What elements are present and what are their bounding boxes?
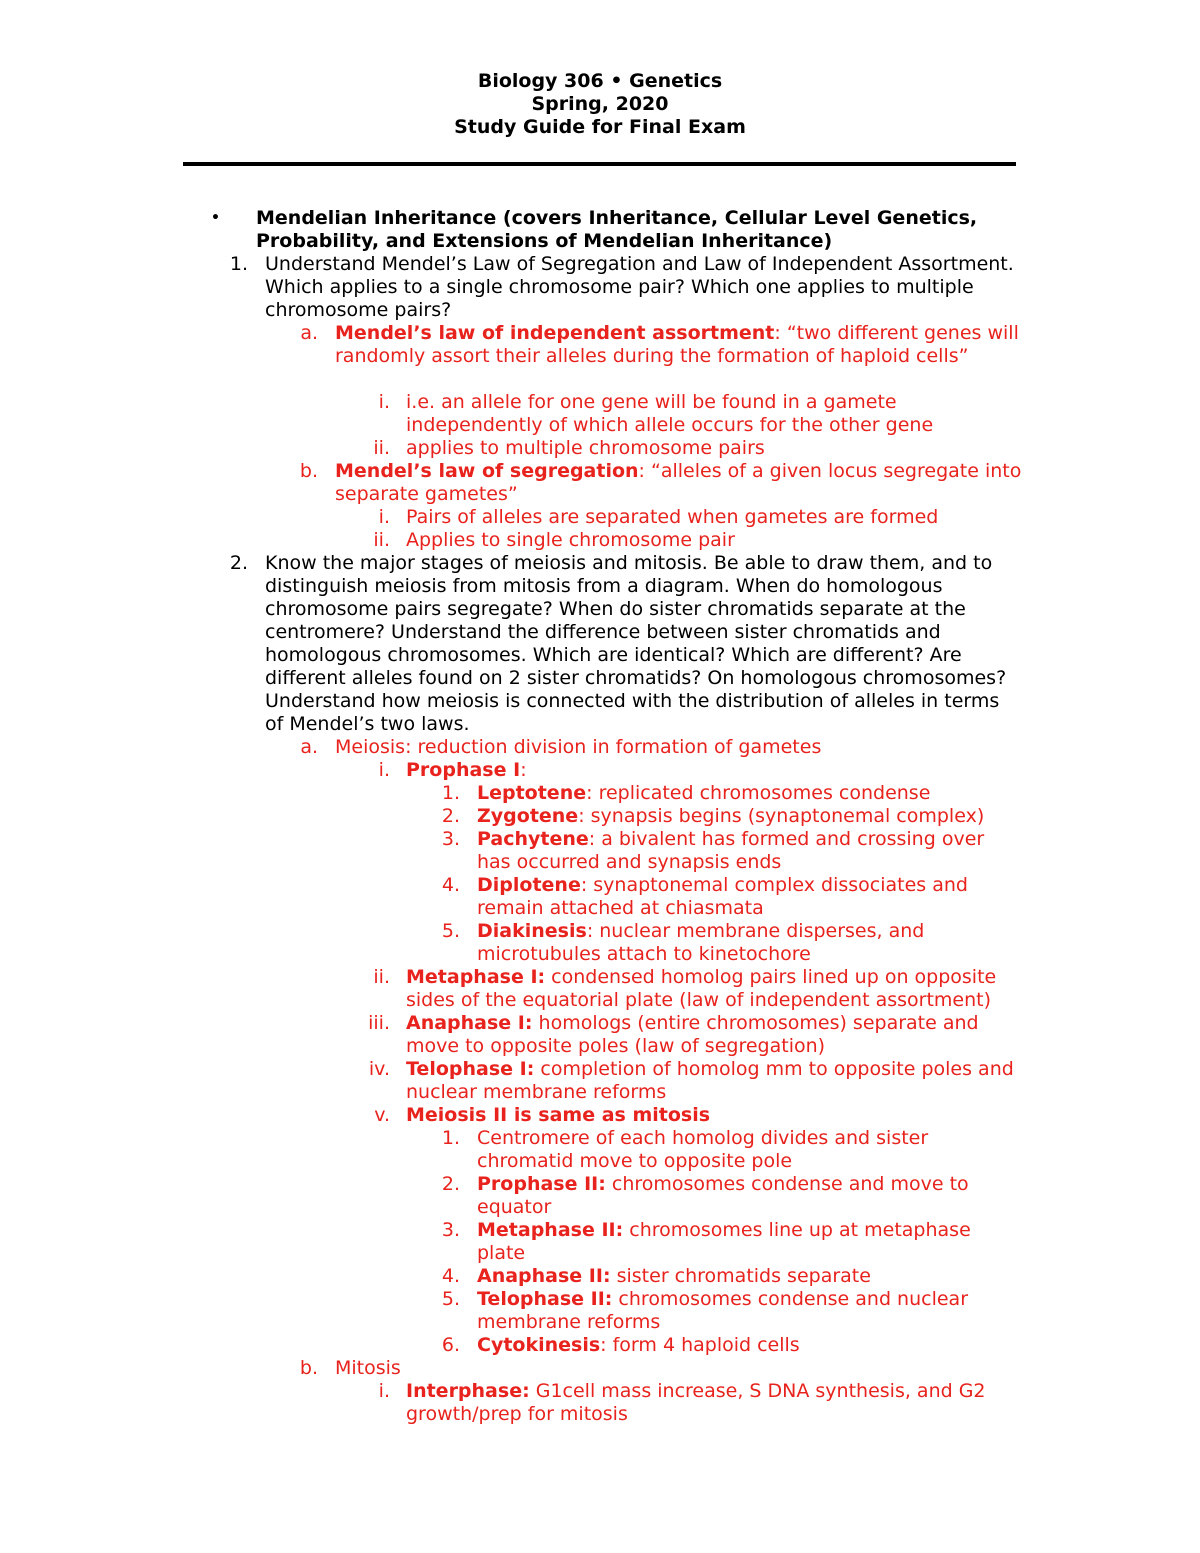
list-item-text [406,506,1022,529]
list-item-text [477,1173,1022,1219]
item-description: Centromere of each homolog divides and sister chromatid move to opposite pole [477,1127,929,1172]
item-description: Applies to single chromosome pair [406,529,735,551]
list-marker: 2. [229,552,248,574]
outline-item-level-3 [0,1104,1200,1127]
key-term: Mendel’s law of independent assortment [335,322,775,344]
outline-item-level-3 [0,506,1200,529]
list-marker: 5. [441,1288,460,1310]
list-marker: 5. [441,920,460,942]
list-item-text [406,437,1022,460]
item-description: : replicated chromosomes condense [586,782,931,804]
item-description: applies to multiple chromosome pairs [406,437,765,459]
outline-item-level-4 [0,1173,1200,1219]
outline-item-level-3 [0,1012,1200,1058]
list-item-text [406,1104,1022,1127]
item-description: chromosomes line up at metaphase plate [477,1219,971,1264]
key-term: Metaphase II: [477,1219,624,1241]
outline-item-level-4 [0,874,1200,920]
list-item-text [477,805,1022,828]
list-item-text [477,1288,1022,1334]
outline-item-level-4 [0,1219,1200,1265]
item-description: G1cell mass increase, S DNA synthesis, and G2 growth/prep for mitosis [406,1380,986,1425]
item-description: condensed homolog pairs lined up on opposite sides of the equatorial plate (law of independent assortment) [406,966,997,1011]
list-item-text [265,552,1022,736]
outline-item-level-4 [0,920,1200,966]
outline-list [0,207,1200,1426]
item-description: : “alleles of a given locus segregate into separate gametes” [335,460,1022,505]
list-item-text [406,1012,1022,1058]
item-description: : form 4 haploid cells [600,1334,800,1356]
list-item-text [477,874,1022,920]
list-marker: 3. [441,1219,460,1241]
list-item-text [477,1265,1022,1288]
list-item-text [256,207,1022,253]
outline-item-level-3 [0,966,1200,1012]
key-term: Zygotene [477,805,579,827]
key-term: Mendel’s law of segregation [335,460,639,482]
list-item-text [335,1357,1022,1380]
item-description: Pairs of alleles are separated when gametes are formed [406,506,939,528]
outline-item-level-3 [0,437,1200,460]
guide-title: Study Guide for Final Exam [454,116,746,138]
item-description: : nuclear membrane disperses, and microtubules attach to kinetochore [477,920,925,965]
outline-item-level-4 [0,1288,1200,1334]
key-term: Prophase I [406,759,521,781]
key-term: Telophase II: [477,1288,613,1310]
list-marker: • [211,210,220,226]
item-description: Know the major stages of meiosis and mitosis. Be able to draw them, and to distinguish meiosis from mitosis from a diagram. When do homologous chromosome pairs segregate? When do sister chromatids separate at the centromere? Understand the difference between sister chromatids and homologous chromosomes. Which are identical? Which are different? Are different alleles found on 2 sister chromatids? On homologous chromosomes? Understand how meiosis is connected with the distribution of alleles in terms of Mendel’s two laws. [265,552,1007,735]
key-term: Prophase II: [477,1173,606,1195]
list-marker: 1. [441,782,460,804]
item-description: chromosomes condense and move to equator [477,1173,969,1218]
item-description: : “two different genes will randomly assort their alleles during the formation of haploid cells” [335,322,1019,367]
key-term: Anaphase II: [477,1265,611,1287]
list-item-text [477,1334,1022,1357]
key-term: Leptotene [477,782,587,804]
list-item-text [477,1219,1022,1265]
list-item-text [406,1380,1022,1426]
outline-item-level-3 [0,529,1200,552]
outline-item-level-3 [0,1058,1200,1104]
outline-item-level-2 [0,460,1200,506]
item-description: Mitosis [335,1357,401,1379]
outline-item-level-3 [0,1380,1200,1426]
list-marker: 1. [441,1127,460,1149]
list-marker: 2. [441,1173,460,1195]
list-marker: i. [378,506,390,528]
item-description: : a bivalent has formed and crossing over has occurred and synapsis ends [477,828,985,873]
list-item-text [477,828,1022,874]
outline-item-level-1 [0,253,1200,322]
item-description: : synaptonemal complex dissociates and remain attached at chiasmata [477,874,968,919]
list-marker: i. [378,1380,390,1402]
item-description: : synapsis begins (synaptonemal complex) [578,805,985,827]
outline-item-level-4 [0,805,1200,828]
item-description: chromosomes condense and nuclear membrane reforms [477,1288,969,1333]
key-term: Telophase I: [406,1058,535,1080]
outline-item-level-0 [0,207,1200,253]
list-marker: 6. [441,1334,460,1356]
list-item-text [406,966,1022,1012]
document-header [0,70,1200,139]
outline-item-level-4 [0,1127,1200,1173]
item-description: Meiosis: reduction division in formation of gametes [335,736,822,758]
key-term: Meiosis II is same as mitosis [406,1104,711,1126]
list-marker: b. [299,1357,318,1379]
list-item-text [477,920,1022,966]
key-term: Cytokinesis [477,1334,601,1356]
list-marker: b. [299,460,318,482]
list-marker: 4. [441,1265,460,1287]
item-description: sister chromatids separate [610,1265,871,1287]
key-term: Pachytene [477,828,589,850]
outline-item-level-4 [0,828,1200,874]
list-marker: ii. [373,966,390,988]
key-term: Diplotene [477,874,581,896]
outline-item-level-4 [0,1334,1200,1357]
list-marker: ii. [373,529,390,551]
list-item-text [477,782,1022,805]
list-marker: v. [374,1104,390,1126]
key-term: Anaphase I: [406,1012,533,1034]
outline-item-level-3 [0,391,1200,437]
list-item-text [406,759,1022,782]
list-marker: 4. [441,874,460,896]
outline-item-level-4 [0,782,1200,805]
list-item-text [335,460,1022,506]
list-marker: iii. [368,1012,390,1034]
key-term: Metaphase I: [406,966,546,988]
outline-item-level-2 [0,736,1200,759]
item-description: Mendelian Inheritance (covers Inheritance, Cellular Level Genetics, Probability, and Extensions of Mendelian Inheritance) [256,207,978,252]
list-marker: i. [378,391,390,413]
list-marker: 1. [229,253,248,275]
list-item-text [265,253,1022,322]
list-marker: a. [300,736,318,758]
list-marker: a. [300,322,318,344]
header-divider [183,162,1016,166]
item-description: : [520,759,527,781]
list-item-text [477,1127,1022,1173]
key-term: Interphase: [406,1380,530,1402]
list-item-text [406,1058,1022,1104]
list-item-text [406,529,1022,552]
item-description: homologs (entire chromosomes) separate and move to opposite poles (law of segregation) [406,1012,979,1057]
outline-item-level-4 [0,1265,1200,1288]
term-label: Spring, 2020 [531,93,669,115]
list-marker: ii. [373,437,390,459]
outline-item-level-2 [0,1357,1200,1380]
course-title: Biology 306 • Genetics [477,70,723,92]
list-marker: 3. [441,828,460,850]
item-description: i.e. an allele for one gene will be found in a gamete independently of which allele occurs for the other gene [406,391,934,436]
list-item-text [406,391,1022,437]
item-description: completion of homolog mm to opposite poles and nuclear membrane reforms [406,1058,1014,1103]
key-term: Diakinesis [477,920,587,942]
list-marker: iv. [368,1058,390,1080]
list-item-text [335,736,1022,759]
outline-item-level-2 [0,322,1200,391]
outline-item-level-3 [0,759,1200,782]
outline-item-level-1 [0,552,1200,736]
list-marker: 2. [441,805,460,827]
list-marker: i. [378,759,390,781]
item-description: Understand Mendel’s Law of Segregation and Law of Independent Assortment. Which applies to a single chromosome pair? Which one applies to multiple chromosome pairs? [265,253,1014,321]
list-item-text [335,322,1022,368]
